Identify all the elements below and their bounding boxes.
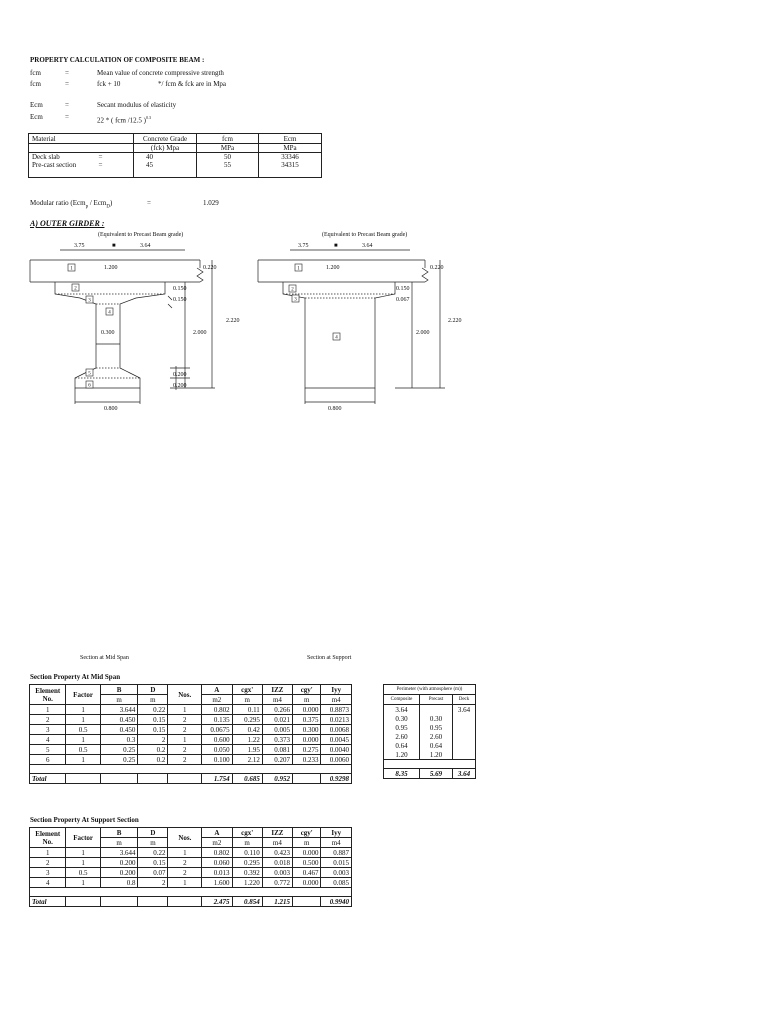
table-cell: 1 <box>66 878 100 888</box>
table-cell: 1.220 <box>232 878 262 888</box>
mat-unit: MPa <box>259 144 322 153</box>
support-rows <box>30 848 352 888</box>
table-cell: 0.375 <box>293 715 321 725</box>
mat-unit: MPa <box>197 144 259 153</box>
table-cell: 0.15 <box>138 725 168 735</box>
table-cell: 0.15 <box>138 715 168 725</box>
dim-total-height: 2.220 <box>226 318 240 324</box>
mat-row-ecm: 34315 <box>259 161 322 169</box>
table-row <box>384 723 476 732</box>
svg-text:5: 5 <box>88 371 91 377</box>
cross-section-drawings <box>0 238 480 418</box>
material-table <box>28 133 322 178</box>
table-cell: 4 <box>30 735 66 745</box>
table-cell: 0.22 <box>138 848 168 858</box>
table-cell: 1 <box>66 715 100 725</box>
table-cell: 1 <box>30 848 66 858</box>
table-cell: 6 <box>30 755 66 765</box>
col-b: B <box>100 685 138 695</box>
modular-ratio-value: 1.029 <box>203 199 219 207</box>
table-cell: 1 <box>66 858 100 868</box>
table-cell: 0.295 <box>232 715 262 725</box>
table-cell <box>453 732 476 741</box>
table-cell: 0.392 <box>232 868 262 878</box>
total-izz: 0.952 <box>262 774 292 784</box>
def-sym: Ecm <box>30 101 43 109</box>
table-cell: 3 <box>30 868 66 878</box>
col-izz: IZZ <box>262 685 292 695</box>
mid-span-rows <box>30 705 352 765</box>
dim-bottom: 0.800 <box>328 406 342 412</box>
dim-right-width: 3.64 <box>362 243 373 249</box>
table-cell: 0.0060 <box>321 755 352 765</box>
dim-total-height: 2.220 <box>448 318 462 324</box>
table-cell: 0.0045 <box>321 735 352 745</box>
table-cell: 2 <box>138 878 168 888</box>
mat-header: Material <box>29 134 134 144</box>
table-cell <box>453 750 476 760</box>
table-cell: 0.802 <box>202 848 232 858</box>
dim-b2: 0.200 <box>173 383 187 389</box>
table-cell: 2 <box>138 735 168 745</box>
table-cell: 0.110 <box>232 848 262 858</box>
table-cell <box>420 705 453 715</box>
table-cell: 0.003 <box>321 868 352 878</box>
table-row <box>30 878 352 888</box>
table-cell: 0.000 <box>293 735 321 745</box>
dim-height: 2.000 <box>416 330 430 336</box>
table-cell: 1 <box>66 735 100 745</box>
mat-row-name: Pre-cast section = <box>29 161 134 169</box>
table-cell: 0.0675 <box>202 725 233 735</box>
table-cell: 2 <box>168 755 202 765</box>
table-cell: 1.600 <box>202 878 232 888</box>
table-cell: 0.42 <box>232 725 262 735</box>
table-row <box>30 705 352 715</box>
table-cell: 0.07 <box>138 868 168 878</box>
table-cell: 2 <box>30 858 66 868</box>
table-cell: 0.135 <box>202 715 233 725</box>
table-cell: 1 <box>168 735 202 745</box>
dim-right-width: 3.64 <box>140 243 151 249</box>
svg-text:3: 3 <box>88 298 91 304</box>
def-eq: = <box>65 101 69 109</box>
table-cell: 0.018 <box>262 858 292 868</box>
table-cell: 0.772 <box>262 878 292 888</box>
table-row <box>384 714 476 723</box>
equiv-note-left: (Equivalent to Precast Beam grade) <box>98 232 184 238</box>
mat-row-fcm: 50 <box>197 153 259 162</box>
table-cell: 0.2 <box>138 755 168 765</box>
table-cell: 0.200 <box>100 868 138 878</box>
table-cell: 0.30 <box>420 714 453 723</box>
page-title: PROPERTY CALCULATION OF COMPOSITE BEAM : <box>30 56 205 64</box>
table-cell: 0.600 <box>202 735 233 745</box>
table-cell: 0.450 <box>100 715 138 725</box>
dim-slab-width: 1.200 <box>326 265 340 271</box>
svg-text:1: 1 <box>297 266 300 272</box>
table-cell: 0.373 <box>262 735 292 745</box>
col-cgx: cgx' <box>232 685 262 695</box>
table-cell: 0.200 <box>100 858 138 868</box>
dim-d1: 0.150 <box>396 286 410 292</box>
sup-total-row: Total 2.475 0.854 1.215 0.9940 <box>30 897 352 907</box>
dim-left-width: 3.75 <box>74 243 85 249</box>
table-cell: 0.233 <box>293 755 321 765</box>
table-cell: 1 <box>168 705 202 715</box>
table-cell: 3.644 <box>100 705 138 715</box>
table-cell: 1.20 <box>384 750 420 760</box>
table-cell: 0.2 <box>138 745 168 755</box>
mat-row-grade: 40 <box>134 153 197 162</box>
equiv-note-right: (Equivalent to Precast Beam grade) <box>322 232 408 238</box>
table-cell: 0.015 <box>321 858 352 868</box>
dim-left-width: 3.75 <box>298 243 309 249</box>
table-cell: 1 <box>30 705 66 715</box>
outer-girder-heading: A) OUTER GIRDER : <box>30 219 105 228</box>
def-eq: = <box>65 113 69 121</box>
table-row <box>30 735 352 745</box>
table-cell: 0.15 <box>138 858 168 868</box>
mat-row-fcm: 55 <box>197 161 259 169</box>
mid-span-table: Element No. Factor B D Nos. A cgx' IZZ cgy' Iyy m m m2 m m4 m m4 1 1 3.644 0.22 1 0.802 0.11 0.266 0.000 0.8873 2 1 0.450 0.15 2 0.135 0.295 0.021 0.375 0.0213 3 0.5 0.450 0.15 2 0.0675 0.42 0.005 0.300 0.0068 4 1 0.3 2 1 0.600 1.22 0.373 0.000 0.0045 5 0.5 0.25 0.2 2 0.050 1.95 0.081 0.275 0.0040 6 1 0.25 0.2 2 0.100 2.12 0.207 0.233 0.0060 Total 1.754 0.685 0.952 0.9298 <box>29 684 352 784</box>
dim-d2: 0.150 <box>173 297 187 303</box>
svg-text:4: 4 <box>108 310 111 316</box>
table-cell: 5 <box>30 745 66 755</box>
table-row <box>30 848 352 858</box>
def-desc: 22 * ( fcm /12.5 )$^{0.3}$ <box>97 115 151 125</box>
table-row <box>30 868 352 878</box>
dim-marker: ■ <box>334 243 338 249</box>
table-cell <box>453 714 476 723</box>
def-desc: Mean value of concrete compressive strength <box>97 69 224 77</box>
total-a: 1.754 <box>202 774 233 784</box>
dim-slab-thk: 0.220 <box>430 265 444 271</box>
dim-b1: 0.200 <box>173 372 187 378</box>
col-d: D <box>138 685 168 695</box>
table-row <box>30 745 352 755</box>
table-cell <box>453 741 476 750</box>
dim-bottom: 0.800 <box>104 406 118 412</box>
dim-d1: 0.150 <box>173 286 187 292</box>
total-cgx: 0.685 <box>232 774 262 784</box>
table-cell: 3.644 <box>100 848 138 858</box>
table-cell: 2.60 <box>384 732 420 741</box>
table-cell: 0.100 <box>202 755 233 765</box>
perimeter-table: Perimeter (with atmosphere (m)) Composite Precast Deck 3.64 3.64 0.30 0.30 0.95 0.95 2.60 2.60 0.64 0.64 1.20 1.20 8.35 5.69 3.64 <box>383 684 476 779</box>
table-cell: 0.300 <box>293 725 321 735</box>
table-cell: 0.467 <box>293 868 321 878</box>
mat-row-ecm: 33346 <box>259 153 322 162</box>
table-cell: 0.003 <box>262 868 292 878</box>
def-desc: fck + 10 <box>97 80 121 88</box>
table-cell: 1 <box>168 878 202 888</box>
table-row <box>30 725 352 735</box>
table-cell: 0.005 <box>262 725 292 735</box>
def-eq: = <box>65 80 69 88</box>
def-desc: Secant modulus of elasticity <box>97 101 177 109</box>
table-cell <box>453 723 476 732</box>
mat-header: Concrete Grade <box>134 134 197 144</box>
table-cell: 0.423 <box>262 848 292 858</box>
modular-ratio-eq: = <box>147 199 151 207</box>
table-cell: 0.021 <box>262 715 292 725</box>
table-cell: 0.95 <box>420 723 453 732</box>
table-cell: 0.0068 <box>321 725 352 735</box>
table-cell: 0.207 <box>262 755 292 765</box>
svg-text:3: 3 <box>294 297 297 303</box>
table-cell: 0.11 <box>232 705 262 715</box>
dim-d2: 0.067 <box>396 297 410 303</box>
table-cell: 0.3 <box>100 735 138 745</box>
def-eq: = <box>65 69 69 77</box>
table-cell: 0.085 <box>321 878 352 888</box>
table-cell: 0.000 <box>293 878 321 888</box>
mat-row-grade: 45 <box>134 161 197 169</box>
svg-text:4: 4 <box>335 335 338 341</box>
table-cell: 3 <box>30 725 66 735</box>
mat-header: fcm <box>197 134 259 144</box>
table-row <box>30 858 352 868</box>
table-cell: 0.000 <box>293 705 321 715</box>
def-sym: Ecm <box>30 113 43 121</box>
table-row <box>384 750 476 760</box>
col-a: A <box>202 685 233 695</box>
table-cell: 2 <box>30 715 66 725</box>
table-cell: 2 <box>168 858 202 868</box>
table-cell: 0.64 <box>384 741 420 750</box>
table-cell: 2 <box>168 868 202 878</box>
table-cell: 1 <box>168 848 202 858</box>
caption-support: Section at Support <box>307 655 352 661</box>
perimeter-total-row: 8.35 5.69 3.64 <box>384 769 476 779</box>
col-factor: Factor <box>66 685 100 705</box>
table-cell: 2.12 <box>232 755 262 765</box>
table-cell: 1.22 <box>232 735 262 745</box>
def-sym: fcm <box>30 69 41 77</box>
def-note: */ fcm & fck are in Mpa <box>158 80 227 88</box>
table-cell: 0.295 <box>232 858 262 868</box>
table-cell: 0.5 <box>66 745 100 755</box>
mat-unit: (fck) Mpa <box>134 144 197 153</box>
dim-height: 2.000 <box>193 330 207 336</box>
table-cell: 0.450 <box>100 725 138 735</box>
table-cell: 1 <box>66 755 100 765</box>
dim-slab-thk: 0.220 <box>203 265 217 271</box>
table-cell: 0.275 <box>293 745 321 755</box>
svg-text:2: 2 <box>291 287 294 293</box>
col-iyy: Iyy <box>321 685 352 695</box>
table-cell: 0.64 <box>420 741 453 750</box>
dim-marker: ■ <box>112 243 116 249</box>
table-cell: 0.25 <box>100 745 138 755</box>
table-cell: 0.5 <box>66 725 100 735</box>
table-cell: 1 <box>66 705 100 715</box>
table-cell: 0.050 <box>202 745 233 755</box>
table-cell: 0.000 <box>293 848 321 858</box>
perimeter-rows <box>384 705 476 760</box>
table-row <box>384 705 476 715</box>
table-cell: 0.22 <box>138 705 168 715</box>
table-cell: 1.20 <box>420 750 453 760</box>
mid-total-row: Total 1.754 0.685 0.952 0.9298 <box>30 774 352 784</box>
mat-header: Ecm <box>259 134 322 144</box>
table-row <box>384 732 476 741</box>
svg-text:6: 6 <box>88 383 91 389</box>
table-row <box>30 715 352 725</box>
table-cell: 0.8873 <box>321 705 352 715</box>
col-cgy: cgy' <box>293 685 321 695</box>
table-cell: 0.5 <box>66 868 100 878</box>
table-cell: 0.802 <box>202 705 233 715</box>
table-cell: 0.30 <box>384 714 420 723</box>
table-cell: 0.0040 <box>321 745 352 755</box>
perimeter-title: Perimeter (with atmosphere (m)) <box>384 685 476 695</box>
table-cell: 3.64 <box>453 705 476 715</box>
dim-web: 0.300 <box>101 330 115 336</box>
table-cell: 0.887 <box>321 848 352 858</box>
support-table: Element No. Factor B D Nos. A cgx' IZZ cgy' Iyy m m m2 m m4 m m4 1 1 3.644 0.22 1 0.802 0.110 0.423 0.000 0.887 2 1 0.200 0.15 2 0.060 0.295 0.018 0.500 0.015 3 0.5 0.200 0.07 2 0.013 0.392 0.003 0.467 0.003 4 1 0.8 2 1 1.600 1.220 0.772 0.000 0.085 Total 2.475 0.854 1.215 0.9940 <box>29 827 352 907</box>
table-cell: 0.266 <box>262 705 292 715</box>
table-row <box>30 755 352 765</box>
table-cell: 0.060 <box>202 858 232 868</box>
col-element: Element No. <box>30 685 66 705</box>
table-cell: 1.95 <box>232 745 262 755</box>
table-cell: 1 <box>66 848 100 858</box>
col-nos: Nos. <box>168 685 202 705</box>
table-cell: 0.8 <box>100 878 138 888</box>
def-sym: fcm <box>30 80 41 88</box>
table-cell: 0.95 <box>384 723 420 732</box>
table-cell: 0.013 <box>202 868 232 878</box>
table-cell: 2 <box>168 725 202 735</box>
table-cell: 4 <box>30 878 66 888</box>
mat-row-name: Deck slab = <box>29 153 134 162</box>
total-iyy: 0.9298 <box>321 774 352 784</box>
table-cell: 0.500 <box>293 858 321 868</box>
svg-text:1: 1 <box>70 266 73 272</box>
caption-mid-span: Section at Mid Span <box>80 655 129 661</box>
mid-table-title: Section Property At Mid Span <box>30 673 121 681</box>
sup-table-title: Section Property At Support Section <box>30 816 139 824</box>
table-cell: 0.081 <box>262 745 292 755</box>
table-cell: 0.25 <box>100 755 138 765</box>
table-row <box>384 741 476 750</box>
dim-slab-width: 1.200 <box>104 265 118 271</box>
table-cell: 0.0213 <box>321 715 352 725</box>
table-cell: 2.60 <box>420 732 453 741</box>
table-cell: 2 <box>168 745 202 755</box>
table-cell: 2 <box>168 715 202 725</box>
svg-text:2: 2 <box>74 286 77 292</box>
table-cell: 3.64 <box>384 705 420 715</box>
modular-ratio-label: Modular ratio (Ecm$_p$ / Ecm$_D$) <box>30 199 113 210</box>
